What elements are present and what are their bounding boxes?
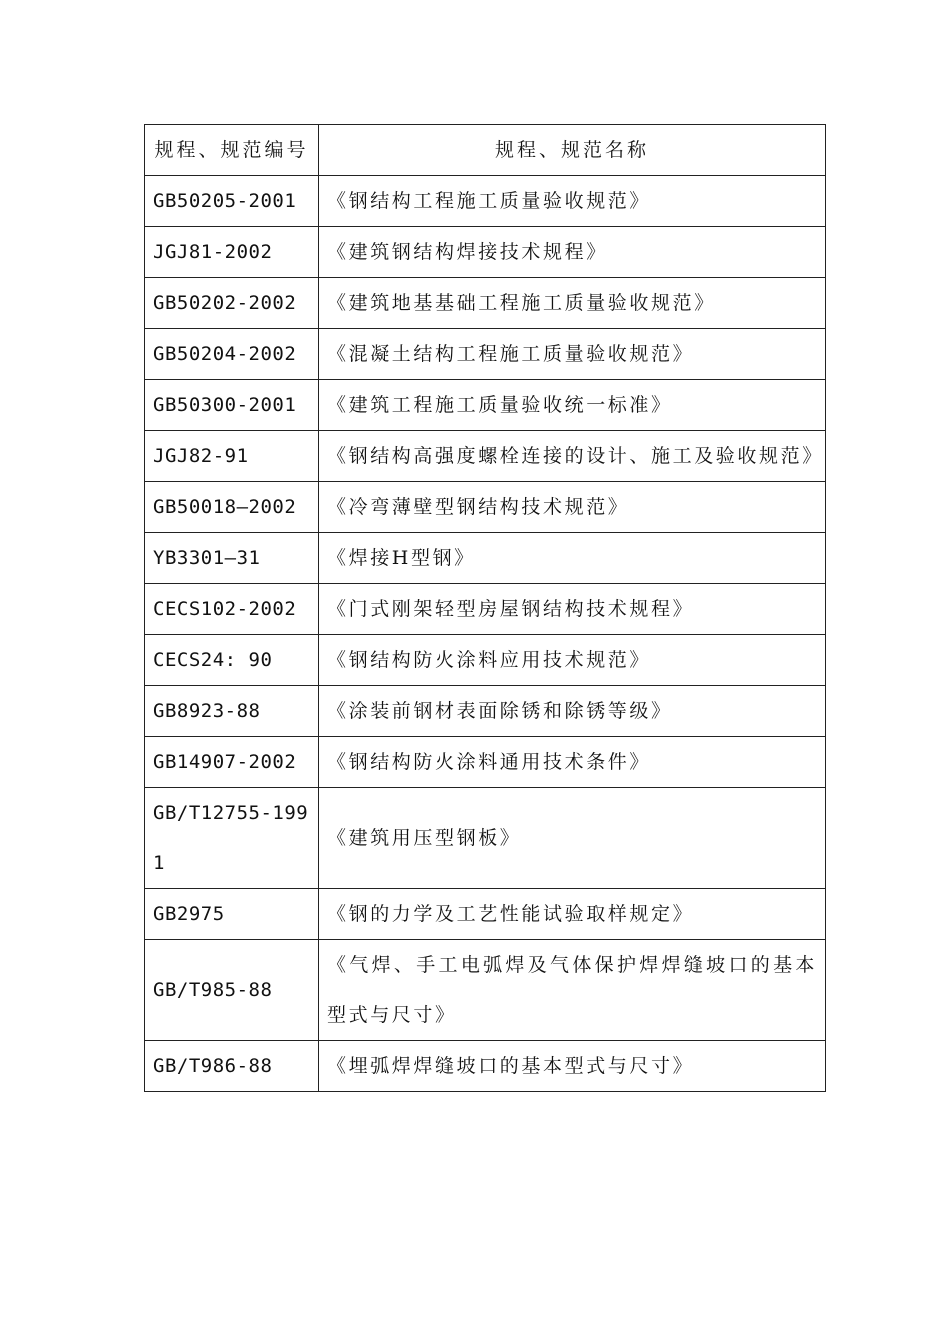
standard-name: 《建筑钢结构焊接技术规程》: [319, 227, 826, 278]
standard-code: GB/T986-88: [145, 1041, 319, 1092]
standard-code: GB50018—2002: [145, 482, 319, 533]
table-row: [145, 788, 826, 889]
standard-code: CECS102-2002: [145, 584, 319, 635]
standard-name: 《钢结构防火涂料应用技术规范》: [319, 635, 826, 686]
standard-name: 《钢结构防火涂料通用技术条件》: [319, 737, 826, 788]
standard-code: GB14907-2002: [145, 737, 319, 788]
table-row: [145, 431, 826, 482]
standard-code: GB50300-2001: [145, 380, 319, 431]
standard-code: GB50202-2002: [145, 278, 319, 329]
standard-code: GB/T12755-1991: [145, 788, 319, 889]
table-row: [145, 329, 826, 380]
standard-code: GB50204-2002: [145, 329, 319, 380]
header-standard-code: 规程、规范编号: [145, 125, 319, 176]
table-row: [145, 1041, 826, 1092]
header-standard-name: 规程、规范名称: [319, 125, 826, 176]
table-row: [145, 584, 826, 635]
table-row: [145, 176, 826, 227]
standard-name: 《建筑工程施工质量验收统一标准》: [319, 380, 826, 431]
table-header-row: [145, 125, 826, 176]
table-row: [145, 380, 826, 431]
standard-code: GB2975: [145, 889, 319, 940]
standard-name: 《门式刚架轻型房屋钢结构技术规程》: [319, 584, 826, 635]
table-row: [145, 737, 826, 788]
standard-name: 《钢结构工程施工质量验收规范》: [319, 176, 826, 227]
table-row: [145, 889, 826, 940]
standard-name: 《埋弧焊焊缝坡口的基本型式与尺寸》: [319, 1041, 826, 1092]
standard-name: 《建筑地基基础工程施工质量验收规范》: [319, 278, 826, 329]
standard-name: 《焊接H型钢》: [319, 533, 826, 584]
standards-table: [144, 124, 826, 1092]
standard-name: 《建筑用压型钢板》: [319, 788, 826, 889]
standard-name: 《冷弯薄壁型钢结构技术规范》: [319, 482, 826, 533]
table-row: [145, 533, 826, 584]
standard-code: GB/T985-88: [145, 940, 319, 1041]
standard-name: 《涂装前钢材表面除锈和除锈等级》: [319, 686, 826, 737]
standard-code: JGJ81-2002: [145, 227, 319, 278]
table-row: [145, 686, 826, 737]
standard-code: GB50205-2001: [145, 176, 319, 227]
table-row: [145, 940, 826, 1041]
table-row: [145, 635, 826, 686]
standard-code: JGJ82-91: [145, 431, 319, 482]
standard-code: YB3301—31: [145, 533, 319, 584]
standard-name: 《钢的力学及工艺性能试验取样规定》: [319, 889, 826, 940]
table-row: [145, 278, 826, 329]
table-row: [145, 227, 826, 278]
standard-code: GB8923-88: [145, 686, 319, 737]
standard-name: 《钢结构高强度螺栓连接的设计、施工及验收规范》: [319, 431, 826, 482]
standard-code: CECS24: 90: [145, 635, 319, 686]
standard-name: 《混凝土结构工程施工质量验收规范》: [319, 329, 826, 380]
standard-name: 《气焊、手工电弧焊及气体保护焊焊缝坡口的基本型式与尺寸》: [319, 940, 826, 1041]
table-row: [145, 482, 826, 533]
